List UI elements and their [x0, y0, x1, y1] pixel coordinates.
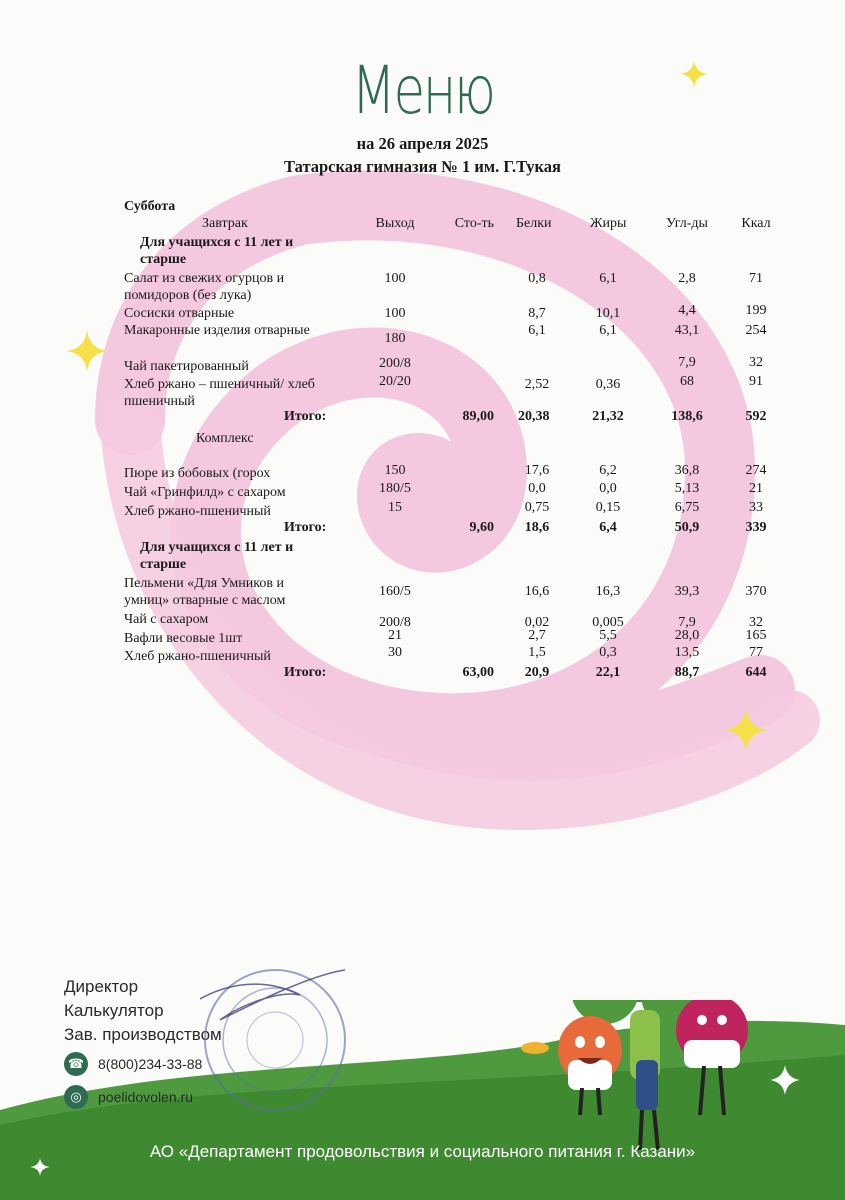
phone-number: 8(800)234-33-88 [98, 1056, 203, 1072]
footer-organization: АО «Департамент продовольствия и социального питания г. Казани» [149, 1142, 696, 1161]
globe-icon: ◎ [64, 1085, 88, 1109]
phone-icon: ☎ [64, 1052, 88, 1076]
sparkle-icon [66, 330, 108, 372]
page-title: Меню [351, 52, 494, 129]
school-name: Татарская гимназия № 1 им. Г.Тукая [284, 157, 561, 176]
col-cost: Сто-ть [454, 216, 494, 231]
production-head-label: Зав. производством [64, 1025, 222, 1044]
col-fat: Жиры [590, 216, 627, 231]
site-contact [64, 1085, 193, 1109]
phone-contact [64, 1052, 202, 1076]
menu-date: на 26 апреля 2025 [356, 134, 489, 153]
col-carbs: Угл-ды [666, 216, 708, 231]
col-output: Выход [375, 216, 415, 231]
col-protein: Белки [516, 216, 552, 231]
col-meal: Завтрак [202, 216, 248, 231]
website: poelidovolen.ru [98, 1089, 193, 1105]
calculator-label: Калькулятор [64, 1001, 164, 1020]
sparkle-icon [724, 708, 768, 752]
director-label: Директор [64, 977, 139, 996]
col-kcal: Ккал [741, 216, 771, 231]
official-stamp [200, 965, 350, 1115]
signature-block [64, 975, 222, 1047]
